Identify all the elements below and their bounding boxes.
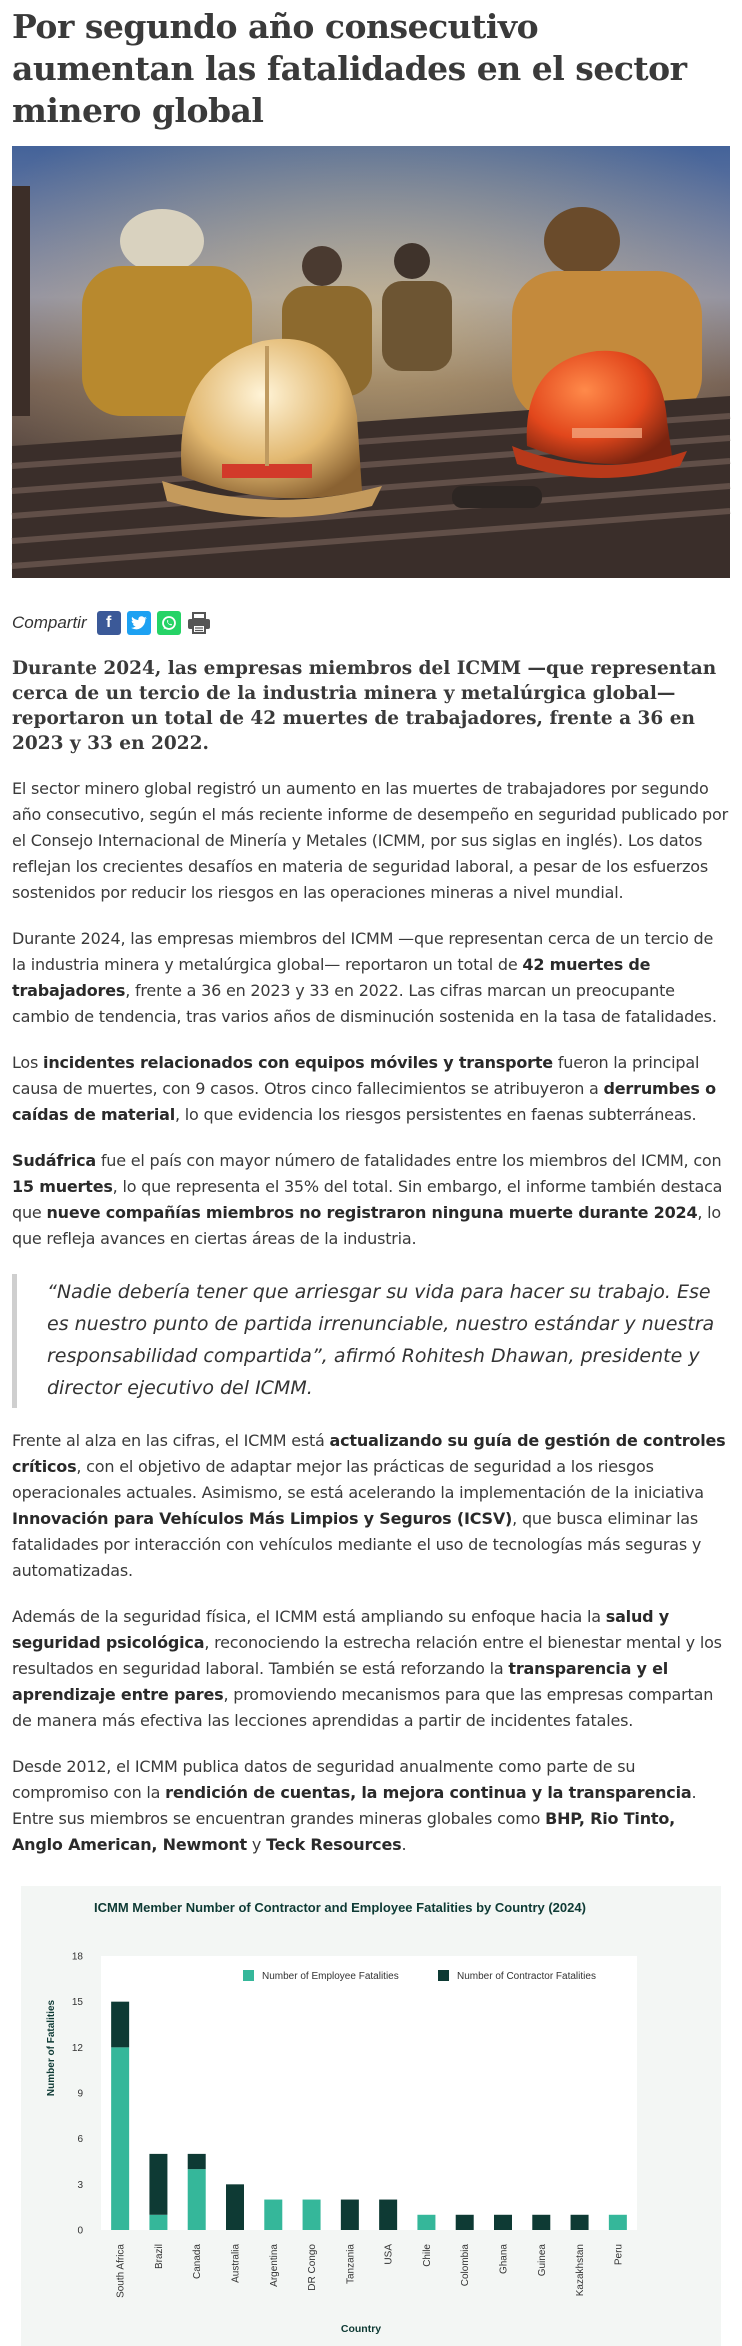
chart-bar-contractor xyxy=(379,2200,397,2230)
chart-y-tick-label: 6 xyxy=(77,2134,83,2146)
chart-bar-contractor xyxy=(494,2215,512,2230)
hero-image xyxy=(12,146,730,578)
chart-x-tick-label: Canada xyxy=(192,2244,204,2280)
chart-bar-employee xyxy=(264,2200,282,2230)
fatalities-bar-chart xyxy=(21,1886,721,2346)
chart-y-tick-label: 18 xyxy=(71,1951,83,1963)
chart-bar-employee xyxy=(111,2047,129,2230)
chart-bar-employee xyxy=(417,2215,435,2230)
paragraph-5: Frente al alza en las cifras, el ICMM está actualizando su guía de gestión de controles críticos, con el objetivo de adaptar mejor las prácticas de seguridad a los riesgos operacionales actuales. Asimismo, se está acelerando la implementación de la iniciativa Innovación para Vehículos Más Limpios y Seguros (ICSV), que busca eliminar las fatalidades por interacción con vehículos mediante el uso de tecnologías más seguras y automatizadas. xyxy=(12,1431,726,1580)
chart-x-tick-label: South Africa xyxy=(115,2244,127,2298)
print-button[interactable] xyxy=(187,611,211,635)
chart-bar-contractor xyxy=(341,2200,359,2230)
chart-x-tick-label: Colombia xyxy=(460,2244,472,2287)
chart-x-tick-label: Tanzania xyxy=(345,2244,357,2285)
chart-y-tick-label: 15 xyxy=(71,1997,83,2009)
paragraph-4: Sudáfrica fue el país con mayor número de fatalidades entre los miembros del ICMM, con 15 muertes, lo que representa el 35% del total. Sin embargo, el informe también destaca que nueve compañías miembros no registraron ninguna muerte durante 2024, lo que refleja avances en ciertas áreas de la industria. xyxy=(12,1151,723,1248)
chart-x-tick-label: Brazil xyxy=(153,2244,165,2270)
chart-y-tick-label: 0 xyxy=(77,2225,83,2237)
chart-x-tick-label: Kazakhstan xyxy=(575,2244,587,2297)
chart-x-tick-label: Chile xyxy=(421,2244,433,2267)
chart-bar-employee xyxy=(303,2200,321,2230)
article-lead: Durante 2024, las empresas miembros del ICMM —que representan cerca de un tercio de la industria minera y metalúrgica global— reportaron un total de 42 muertes de trabajadores, frente a 36 en 2023 y 33 en 2022. xyxy=(12,658,717,754)
printer-icon xyxy=(187,612,211,634)
twitter-share-button[interactable] xyxy=(127,611,151,635)
chart-legend-label: Number of Contractor Fatalities xyxy=(457,1971,596,1982)
chart-bar-contractor xyxy=(226,2184,244,2230)
chart-plot-area xyxy=(101,1956,637,2230)
chart-x-tick-label: Peru xyxy=(613,2244,625,2266)
pull-quote: “Nadie debería tener que arriesgar su vida para hacer su trabajo. Ese es nuestro punto de partida irrenunciable, nuestro estándar y nuestra responsabilidad compartida”, afirmó Rohitesh Dhawan, presidente y director ejecutivo del ICMM. xyxy=(12,1274,730,1408)
chart-y-axis-label: Number of Fatalities xyxy=(46,1999,57,2097)
chart-x-tick-label: USA xyxy=(383,2244,395,2265)
chart-y-tick-label: 3 xyxy=(77,2179,83,2191)
chart-bar-contractor xyxy=(571,2215,589,2230)
chart-bar-contractor xyxy=(111,2002,129,2048)
whatsapp-share-button[interactable] xyxy=(157,611,181,635)
chart-x-axis-label: Country xyxy=(340,2323,382,2335)
chart-bar-employee xyxy=(149,2215,167,2230)
paragraph-3: Los incidentes relacionados con equipos móviles y transporte fueron la principal causa de muertes, con 9 casos. Otros cinco fallecimientos se atribuyeron a derrumbes o caídas de material, lo que evidencia los riesgos persistentes en faenas subterráneas. xyxy=(12,1053,716,1124)
chart-title: ICMM Member Number of Contractor and Employee Fatalities by Country (2024) xyxy=(94,1900,586,1915)
chart-x-tick-label: DR Congo xyxy=(307,2244,319,2291)
chart-x-tick-label: Guinea xyxy=(536,2244,548,2277)
paragraph-6: Además de la seguridad física, el ICMM está ampliando su enfoque hacia la salud y seguridad psicológica, reconociendo la estrecha relación entre el bienestar mental y los resultados en seguridad laboral. También se está reforzando la transparencia y el aprendizaje entre pares, promoviendo mecanismos para que las empresas compartan de manera más efectiva las lecciones aprendidas a partir de incidentes fatales. xyxy=(12,1607,722,1730)
chart-bar-contractor xyxy=(532,2215,550,2230)
chart-x-tick-label: Argentina xyxy=(268,2244,280,2287)
chart-x-tick-label: Australia xyxy=(230,2244,242,2283)
chart-x-tick-label: Ghana xyxy=(498,2244,510,2275)
paragraph-7: Desde 2012, el ICMM publica datos de seguridad anualmente como parte de su compromiso con la rendición de cuentas, la mejora continua y la transparencia. Entre sus miembros se encuentran grandes mineras globales como BHP, Rio Tinto, Anglo American, Newmont y Teck Resources. xyxy=(12,1757,697,1854)
chart-bar-contractor xyxy=(456,2215,474,2230)
chart-legend-label: Number of Employee Fatalities xyxy=(262,1971,399,1982)
article-title: Por segundo año consecutivo aumentan las fatalidades en el sector minero global xyxy=(12,7,687,130)
chart-legend-swatch xyxy=(438,1970,449,1981)
miners-helmets-photo xyxy=(12,146,730,578)
chart-bar-contractor xyxy=(149,2154,167,2215)
chart-y-tick-label: 12 xyxy=(71,2042,83,2054)
paragraph-2: Durante 2024, las empresas miembros del ICMM —que representan cerca de un tercio de la industria minera y metalúrgica global— reportaron un total de 42 muertes de trabajadores, frente a 36 en 2023 y 33 en 2022. Las cifras marcan un preocupante cambio de tendencia, tras varios años de disminución sostenida en la tasa de fatalidades. xyxy=(12,929,717,1026)
facebook-icon: f xyxy=(105,614,112,631)
whatsapp-icon xyxy=(161,615,177,631)
share-label: Compartir xyxy=(12,613,87,632)
paragraph-1: El sector minero global registró un aumento en las muertes de trabajadores por segundo año consecutivo, según el más reciente informe de desempeño en seguridad publicado por el Consejo Internacional de Minería y Metales (ICMM, por sus siglas en inglés). Los datos reflejan los crecientes desafíos en materia de seguridad laboral, a pesar de los esfuerzos sostenidos por reducir los riesgos en las operaciones mineras a nivel mundial. xyxy=(12,779,728,902)
fatalities-chart-card xyxy=(21,1886,721,2346)
chart-legend-swatch xyxy=(243,1970,254,1981)
chart-bar-employee xyxy=(609,2215,627,2230)
share-bar xyxy=(12,608,730,638)
chart-bar-employee xyxy=(188,2169,206,2230)
twitter-icon xyxy=(131,616,147,630)
facebook-share-button[interactable] xyxy=(97,611,121,635)
chart-y-tick-label: 9 xyxy=(77,2088,83,2100)
chart-bar-contractor xyxy=(188,2154,206,2169)
